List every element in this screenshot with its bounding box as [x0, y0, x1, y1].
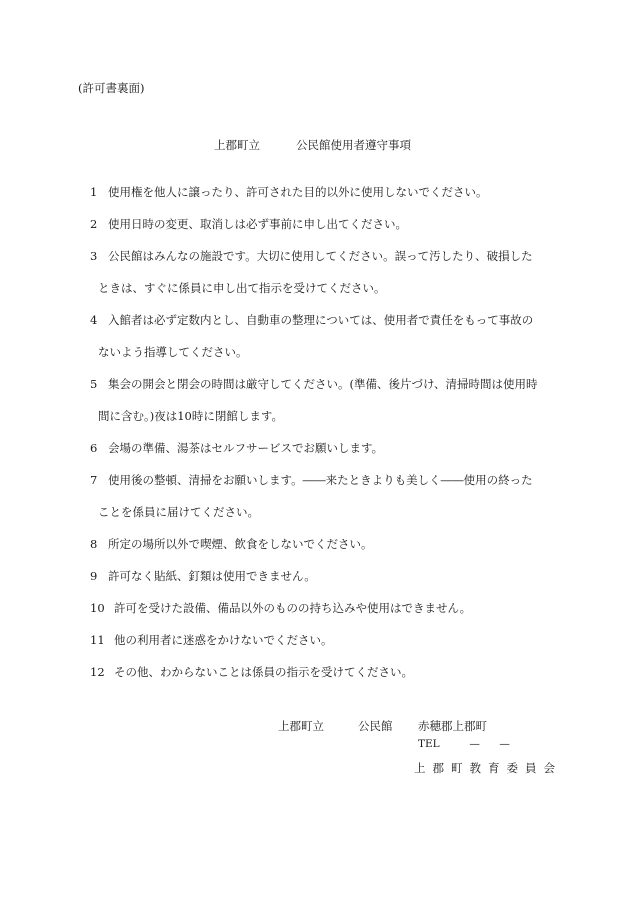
rule-item [90, 208, 560, 240]
title-name: 公民館使用者遵守事項 [296, 138, 411, 152]
rule-number: 5 [90, 377, 98, 391]
tel-dash: — [499, 738, 510, 750]
rule-number: 12 [90, 665, 105, 679]
rule-item [90, 528, 560, 560]
rule-text-continued: ないよう指導してください。 [98, 345, 248, 359]
rule-text: 使用後の整頓、清掃をお願いします。――来たときよりも美しく――使用の終った [108, 473, 533, 487]
rule-item [90, 560, 560, 592]
rule-text: 許可なく貼紙、釘類は使用できません。 [108, 569, 316, 583]
rule-item [90, 656, 560, 688]
rule-number: 9 [90, 569, 98, 583]
rule-text: 会場の準備、湯茶はセルフサービスでお願いします。 [108, 441, 384, 455]
tel-dash: — [469, 738, 480, 750]
rule-text: 他の利用者に迷惑をかけないでください。 [114, 633, 333, 647]
rule-number: 7 [90, 473, 98, 487]
rule-number: 2 [90, 217, 98, 231]
rule-text-continued: 間に含む。)夜は10時に閉館します。 [98, 409, 283, 423]
rule-item [90, 304, 560, 368]
tel-label: TEL [418, 738, 440, 750]
rule-number: 10 [90, 601, 105, 615]
rule-number: 4 [90, 313, 98, 327]
rule-item [90, 432, 560, 464]
rule-text: 集会の開会と閉会の時間は厳守してください。(準備、後片づけ、清掃時間は使用時 [108, 377, 538, 391]
rule-number: 8 [90, 537, 98, 551]
rule-item [90, 592, 560, 624]
rule-number: 3 [90, 249, 98, 263]
rule-number: 1 [90, 185, 98, 199]
rule-item [90, 624, 560, 656]
rule-text: 所定の場所以外で喫煙、飲食をしないでください。 [108, 537, 373, 551]
rule-item [90, 240, 560, 304]
footer-board: 上郡町教育委員会 [414, 761, 562, 775]
title-town: 上郡町立 [214, 138, 260, 152]
rule-text: 使用日時の変更、取消しは必ず事前に申し出てください。 [108, 217, 407, 231]
rule-item [90, 176, 560, 208]
rule-text: その他、わからないことは係員の指示を受けてください。 [114, 665, 413, 679]
rule-item [90, 368, 560, 432]
rule-text-continued: ときは、すぐに係員に申し出て指示を受けてください。 [98, 281, 386, 295]
footer-address: 赤穂郡上郡町 [418, 719, 487, 733]
footer-telephone [418, 738, 512, 750]
rule-text: 許可を受けた設備、備品以外のものの持ち込みや使用はできません。 [114, 601, 472, 615]
rule-item [90, 464, 560, 528]
rule-text: 公民館はみんなの施設です。大切に使用してください。誤って汚したり、破損した [108, 249, 533, 263]
rule-text: 入館者は必ず定数内とし、自動車の整理については、使用者で責任をもって事故の [108, 313, 534, 327]
footer-hall: 公民館 [358, 719, 393, 733]
footer-facility [278, 718, 393, 734]
rule-text: 使用権を他人に譲ったり、許可された目的以外に使用しないでください。 [108, 185, 488, 199]
document-title [214, 137, 411, 153]
rule-number: 6 [90, 441, 98, 455]
header-note: (許可書裏面) [78, 81, 145, 95]
rule-text-continued: ことを係員に届けてください。 [98, 505, 259, 519]
rule-number: 11 [90, 633, 105, 647]
footer-town: 上郡町立 [278, 719, 324, 733]
